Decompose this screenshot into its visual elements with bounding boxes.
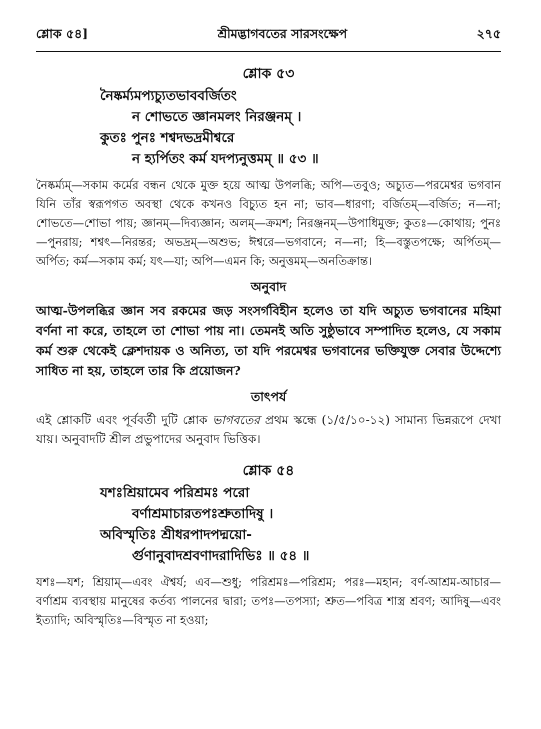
verse-line: নৈষ্কর্ম্যমপ্যচ্যুতভাববর্জিতং [100, 88, 237, 104]
running-header [36, 26, 501, 52]
verse-line: কুতঃ পুনঃ শশ্বদভদ্রমীশ্বরে [100, 130, 235, 146]
sloka-54-synonyms: যশঃ—যশ; শ্রিয়াম্—এবং ঐশ্বর্য; এব—শুধু; পরিশ্রমঃ—পরিশ্রম; পরঃ—মহান; বর্ণ-আশ্রম-আচার—বর্ণাশ্রম ব্যবস্থায় মানুষের কর্তব্য পালনের দ্বারা; তপঃ—তপস্যা; শ্রুত—পবিত্র শাস্ত্র শ্রবণ; আদিষু—এবং ইত্যাদি; অবিস্মৃতিঃ—বিস্মৃত না হওয়া; [36, 575, 501, 627]
verse-line: যশঃশ্রিয়ামেব পরিশ্রমঃ পরো [100, 485, 250, 501]
sloka-53-synonyms: নৈষ্কর্ম্যম্—সকাম কর্মের বন্ধন থেকে মুক্ত হয়ে আত্ম উপলব্ধি; অপি—তবুও; অচ্যুত—পরমেশ্বর ভগবান যিনি তাঁর স্বরূপগত অবস্থা থেকে কখনও বিচ্যুত হন না; ভাব—ধারণা; বর্জিতম্—বর্জিত; ন—না; শোভতে—শোভা পায়; জ্ঞানম্—দিব্যজ্ঞান; অলম্—ক্রমশ; নিরঞ্জনম্—উপাধিমুক্ত; কুতঃ—কোথায়; পুনঃ—পুনরায়; শশ্বৎ—নিরন্তর; অভদ্রম্—অশুভ; ঈশ্বরে—ভগবানে; ন—না; হি—বস্তুতপক্ষে; অর্পিতম্—অর্পিত; কর্ম—সকাম কর্ম; যৎ—যা; অপি—এমন কি; অনুত্তমম্—অনতিক্রান্ত। [36, 178, 501, 268]
translation-text: আত্ম-উপলব্ধির জ্ঞান সব রকমের জড় সংসর্গবিহীন হলেও তা যদি অচ্যুত ভগবানের মহিমা বর্ণনা না করে, তাহলে তা শোভা পায় না। তেমনই অতি সুষ্ঠুভাবে সম্পাদিত হলেও, যে সকাম কর্ম শুরু থেকেই ক্লেশদায়ক ও অনিত্য, তা যদি পরমেশ্বর ভগবানের ভক্তিযুক্ত সেবার উদ্দেশ্যে সাধিত না হয়, তাহলে তার কি প্রয়োজন? [36, 303, 501, 378]
sloka-53-title: শ্লোক ৫৩ [242, 66, 295, 82]
sloka-54-title: শ্লোক ৫৪ [242, 463, 295, 479]
purport-heading: তাৎপর্য [250, 389, 287, 404]
purport-text-post: প্রথম স্কন্ধে (১/৫/১০-১২) সামান্য ভিন্নরূপে দেখা যায়। অনুবাদটি শ্রীল প্রভুপাদের অনুবাদ ভিত্তিক। [36, 413, 501, 446]
page-number: ২৭৫ [476, 26, 501, 41]
purport-text [36, 411, 501, 449]
header-title: শ্রীমদ্ভাগবতের সারসংক্ষেপ [217, 26, 348, 41]
purport-text-pre: এই শ্লোকটি এবং পূর্ববর্তী দুটি শ্লোক [36, 413, 213, 427]
sloka-53-verse [36, 86, 501, 170]
purport-book-title: ভাগবতের [212, 413, 260, 427]
translation-heading: অনুবাদ [250, 279, 287, 294]
header-verse-ref: শ্লোক ৫৪] [36, 26, 89, 41]
sloka-54-verse [36, 483, 501, 567]
verse-line: ন হ্যর্পিতং কর্ম যদপ্যনুত্তমম্ ॥ ৫৩ ॥ [132, 151, 319, 167]
verse-line: ন শোভতে জ্ঞানমলং নিরঞ্জনম্ । [132, 109, 302, 125]
verse-line: বর্ণাশ্রমাচারতপঃশ্রুতাদিষু । [132, 506, 274, 522]
verse-line: অবিস্মৃতিঃ শ্রীধরপাদপদ্ময়ো- [100, 527, 252, 543]
verse-line: র্গুণানুবাদশ্রবণাদরাদিভিঃ ॥ ৫৪ ॥ [132, 548, 310, 564]
